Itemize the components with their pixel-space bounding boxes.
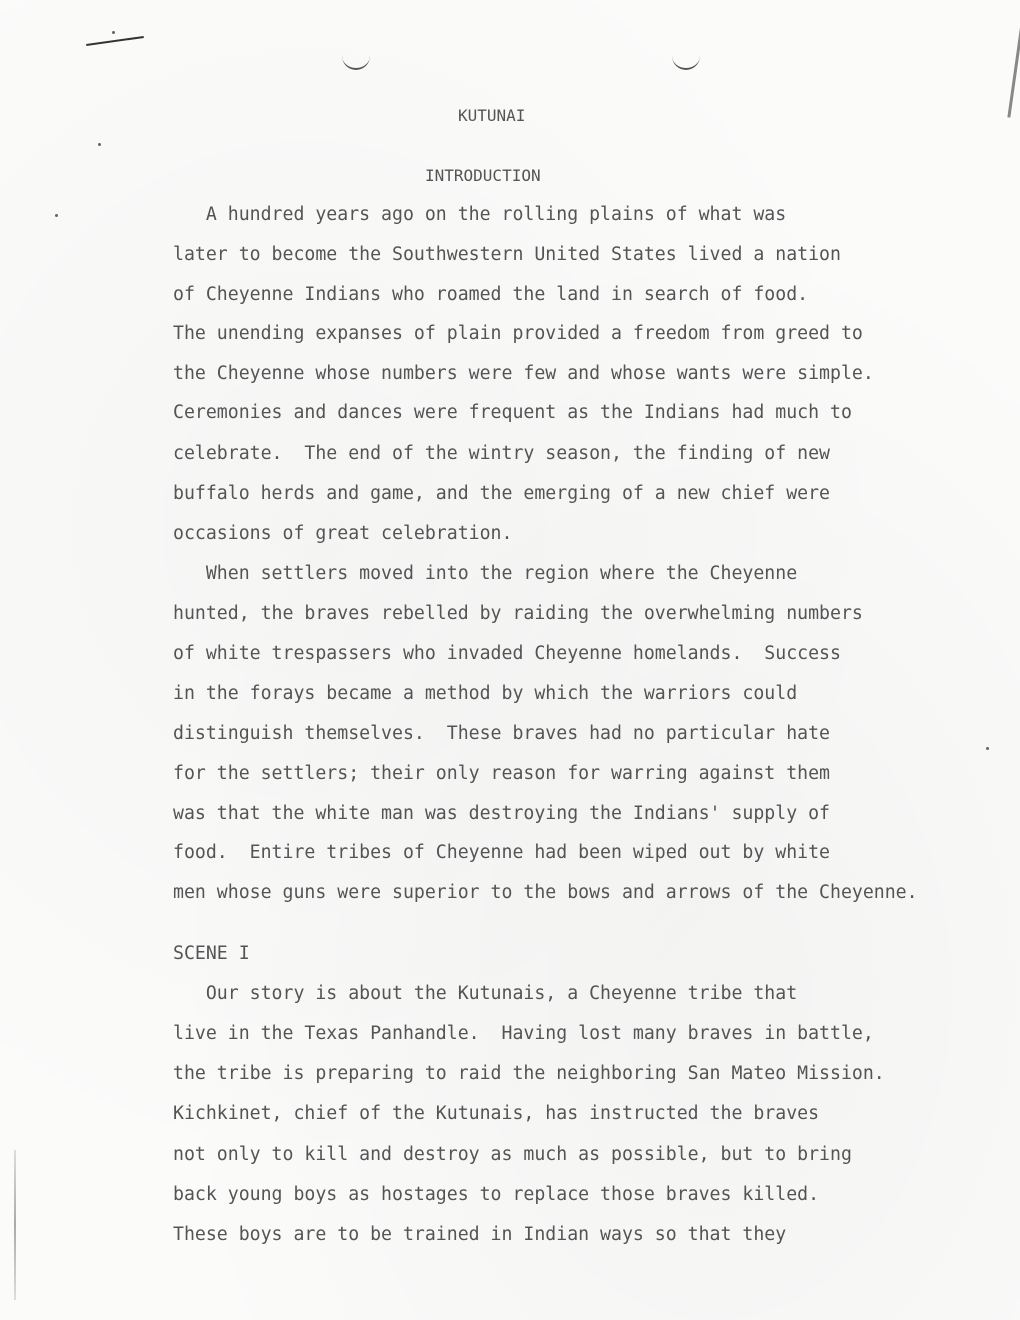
text-line: the tribe is preparing to raid the neighboring San Mateo Mission. [173, 1063, 885, 1084]
pen-mark [86, 36, 144, 46]
text-line: When settlers moved into the region where the Cheyenne [173, 563, 798, 584]
scene-heading: SCENE I [173, 943, 250, 964]
page-edge-shadow [1007, 8, 1020, 117]
text-line: the Cheyenne whose numbers were few and whose wants were simple. [173, 363, 874, 384]
text-line: occasions of great celebration. [173, 523, 513, 544]
text-line: not only to kill and destroy as much as possible, but to bring [173, 1144, 852, 1165]
speck [986, 747, 989, 750]
text-line: These boys are to be trained in Indian ways so that they [173, 1224, 787, 1245]
speck [55, 214, 58, 217]
section-heading-introduction: INTRODUCTION [425, 166, 541, 185]
text-line: A hundred years ago on the rolling plains of what was [173, 204, 787, 225]
text-line: men whose guns were superior to the bows and arrows of the Cheyenne. [173, 882, 918, 903]
text-line: back young boys as hostages to replace those braves killed. [173, 1184, 820, 1205]
speck [98, 143, 101, 146]
page-edge-shadow [14, 1150, 16, 1300]
text-line: The unending expanses of plain provided a freedom from greed to [173, 323, 863, 344]
text-line: celebrate. The end of the wintry season, the finding of new [173, 443, 830, 464]
text-line: of Cheyenne Indians who roamed the land in search of food. [173, 284, 809, 305]
text-line: of white trespassers who invaded Cheyenne homelands. Success [173, 643, 841, 664]
document-title: KUTUNAI [458, 106, 526, 125]
text-line: was that the white man was destroying the Indians' supply of [173, 803, 830, 824]
text-line: food. Entire tribes of Cheyenne had been wiped out by white [173, 842, 830, 863]
punch-hole-left [342, 48, 370, 70]
text-line: buffalo herds and game, and the emerging of a new chief were [173, 483, 830, 504]
text-line: later to become the Southwestern United States lived a nation [173, 244, 841, 265]
text-line: hunted, the braves rebelled by raiding the overwhelming numbers [173, 603, 863, 624]
text-line: live in the Texas Panhandle. Having lost many braves in battle, [173, 1023, 874, 1044]
text-line: in the forays became a method by which the warriors could [173, 683, 798, 704]
text-line: Kichkinet, chief of the Kutunais, has instructed the braves [173, 1103, 820, 1124]
text-line: Our story is about the Kutunais, a Cheyenne tribe that [173, 983, 798, 1004]
text-line: distinguish themselves. These braves had no particular hate [173, 723, 830, 744]
text-line: Ceremonies and dances were frequent as the Indians had much to [173, 402, 852, 423]
pen-dot [112, 31, 115, 34]
punch-hole-right [672, 48, 700, 70]
text-line: for the settlers; their only reason for warring against them [173, 763, 830, 784]
